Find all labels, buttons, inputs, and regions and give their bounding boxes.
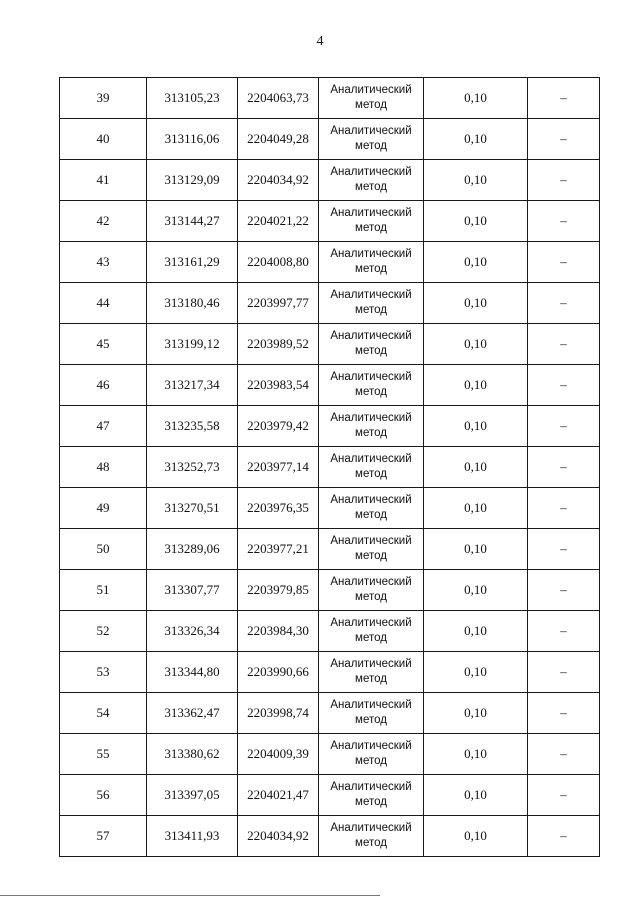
- point-number-cell: 51: [60, 570, 147, 611]
- method-cell: [319, 611, 424, 652]
- accuracy-cell: 0,10: [424, 652, 528, 693]
- accuracy-cell: 0,10: [424, 201, 528, 242]
- method-cell: [319, 201, 424, 242]
- y-coordinate-cell: 2203997,77: [238, 283, 319, 324]
- point-number-cell: 56: [60, 775, 147, 816]
- note-cell: –: [528, 488, 600, 529]
- point-number-cell: 39: [60, 78, 147, 119]
- table-row: [60, 611, 600, 652]
- accuracy-cell: 0,10: [424, 570, 528, 611]
- method-cell: [319, 119, 424, 160]
- table-row: [60, 734, 600, 775]
- method-line-2: метод: [355, 345, 387, 357]
- note-cell: –: [528, 160, 600, 201]
- y-coordinate-cell: 2203979,85: [238, 570, 319, 611]
- note-cell: –: [528, 78, 600, 119]
- note-cell: –: [528, 570, 600, 611]
- note-cell: –: [528, 324, 600, 365]
- table-row: [60, 365, 600, 406]
- method-cell: [319, 78, 424, 119]
- point-number-cell: 53: [60, 652, 147, 693]
- point-number-cell: 43: [60, 242, 147, 283]
- method-cell: [319, 488, 424, 529]
- method-line-1: Аналитический: [330, 166, 412, 178]
- method-line-1: Аналитический: [330, 576, 412, 588]
- point-number-cell: 44: [60, 283, 147, 324]
- x-coordinate-cell: 313326,34: [147, 611, 238, 652]
- method-line-2: метод: [355, 755, 387, 767]
- x-coordinate-cell: 313116,06: [147, 119, 238, 160]
- y-coordinate-cell: 2204063,73: [238, 78, 319, 119]
- method-line-2: метод: [355, 509, 387, 521]
- method-cell: [319, 652, 424, 693]
- method-cell: [319, 570, 424, 611]
- x-coordinate-cell: 313199,12: [147, 324, 238, 365]
- table-row: [60, 570, 600, 611]
- point-number-cell: 52: [60, 611, 147, 652]
- table-row: [60, 201, 600, 242]
- method-line-1: Аналитический: [330, 822, 412, 834]
- point-number-cell: 54: [60, 693, 147, 734]
- y-coordinate-cell: 2203989,52: [238, 324, 319, 365]
- x-coordinate-cell: 313161,29: [147, 242, 238, 283]
- accuracy-cell: 0,10: [424, 324, 528, 365]
- x-coordinate-cell: 313217,34: [147, 365, 238, 406]
- method-line-1: Аналитический: [330, 289, 412, 301]
- method-line-1: Аналитический: [330, 330, 412, 342]
- accuracy-cell: 0,10: [424, 611, 528, 652]
- note-cell: –: [528, 201, 600, 242]
- method-line-2: метод: [355, 222, 387, 234]
- method-cell: [319, 283, 424, 324]
- x-coordinate-cell: 313144,27: [147, 201, 238, 242]
- point-number-cell: 55: [60, 734, 147, 775]
- y-coordinate-cell: 2203998,74: [238, 693, 319, 734]
- method-line-1: Аналитический: [330, 535, 412, 547]
- method-line-1: Аналитический: [330, 453, 412, 465]
- method-line-1: Аналитический: [330, 125, 412, 137]
- table-row: [60, 283, 600, 324]
- y-coordinate-cell: 2204009,39: [238, 734, 319, 775]
- x-coordinate-cell: 313307,77: [147, 570, 238, 611]
- x-coordinate-cell: 313289,06: [147, 529, 238, 570]
- method-line-2: метод: [355, 550, 387, 562]
- table-row: [60, 242, 600, 283]
- accuracy-cell: 0,10: [424, 119, 528, 160]
- method-line-2: метод: [355, 796, 387, 808]
- coordinates-table-body: [60, 78, 600, 857]
- scan-edge-line: [0, 895, 380, 896]
- method-line-1: Аналитический: [330, 371, 412, 383]
- method-line-2: метод: [355, 304, 387, 316]
- y-coordinate-cell: 2203976,35: [238, 488, 319, 529]
- table-row: [60, 816, 600, 857]
- coordinates-table: [59, 77, 600, 857]
- point-number-cell: 46: [60, 365, 147, 406]
- accuracy-cell: 0,10: [424, 447, 528, 488]
- table-row: [60, 488, 600, 529]
- method-line-1: Аналитический: [330, 617, 412, 629]
- method-line-1: Аналитический: [330, 207, 412, 219]
- y-coordinate-cell: 2204049,28: [238, 119, 319, 160]
- method-line-2: метод: [355, 140, 387, 152]
- method-line-2: метод: [355, 837, 387, 849]
- method-cell: [319, 242, 424, 283]
- table-row: [60, 775, 600, 816]
- accuracy-cell: 0,10: [424, 242, 528, 283]
- method-line-2: метод: [355, 181, 387, 193]
- x-coordinate-cell: 313105,23: [147, 78, 238, 119]
- y-coordinate-cell: 2204021,47: [238, 775, 319, 816]
- y-coordinate-cell: 2204021,22: [238, 201, 319, 242]
- accuracy-cell: 0,10: [424, 529, 528, 570]
- y-coordinate-cell: 2203983,54: [238, 365, 319, 406]
- table-row: [60, 78, 600, 119]
- accuracy-cell: 0,10: [424, 283, 528, 324]
- y-coordinate-cell: 2204008,80: [238, 242, 319, 283]
- x-coordinate-cell: 313397,05: [147, 775, 238, 816]
- point-number-cell: 49: [60, 488, 147, 529]
- point-number-cell: 48: [60, 447, 147, 488]
- accuracy-cell: 0,10: [424, 365, 528, 406]
- accuracy-cell: 0,10: [424, 78, 528, 119]
- method-line-2: метод: [355, 632, 387, 644]
- note-cell: –: [528, 283, 600, 324]
- note-cell: –: [528, 447, 600, 488]
- y-coordinate-cell: 2203977,14: [238, 447, 319, 488]
- method-line-2: метод: [355, 673, 387, 685]
- y-coordinate-cell: 2203977,21: [238, 529, 319, 570]
- table-row: [60, 406, 600, 447]
- table-row: [60, 160, 600, 201]
- method-line-1: Аналитический: [330, 740, 412, 752]
- note-cell: –: [528, 611, 600, 652]
- point-number-cell: 50: [60, 529, 147, 570]
- note-cell: –: [528, 406, 600, 447]
- note-cell: –: [528, 816, 600, 857]
- x-coordinate-cell: 313180,46: [147, 283, 238, 324]
- method-cell: [319, 816, 424, 857]
- accuracy-cell: 0,10: [424, 693, 528, 734]
- x-coordinate-cell: 313252,73: [147, 447, 238, 488]
- note-cell: –: [528, 775, 600, 816]
- accuracy-cell: 0,10: [424, 160, 528, 201]
- method-cell: [319, 365, 424, 406]
- method-line-1: Аналитический: [330, 248, 412, 260]
- accuracy-cell: 0,10: [424, 488, 528, 529]
- method-cell: [319, 775, 424, 816]
- point-number-cell: 47: [60, 406, 147, 447]
- note-cell: –: [528, 652, 600, 693]
- table-row: [60, 693, 600, 734]
- method-cell: [319, 447, 424, 488]
- note-cell: –: [528, 693, 600, 734]
- point-number-cell: 45: [60, 324, 147, 365]
- method-line-1: Аналитический: [330, 84, 412, 96]
- method-line-1: Аналитический: [330, 494, 412, 506]
- x-coordinate-cell: 313362,47: [147, 693, 238, 734]
- method-line-2: метод: [355, 386, 387, 398]
- method-cell: [319, 160, 424, 201]
- x-coordinate-cell: 313270,51: [147, 488, 238, 529]
- method-line-1: Аналитический: [330, 658, 412, 670]
- accuracy-cell: 0,10: [424, 775, 528, 816]
- method-line-1: Аналитический: [330, 781, 412, 793]
- method-line-2: метод: [355, 468, 387, 480]
- x-coordinate-cell: 313344,80: [147, 652, 238, 693]
- y-coordinate-cell: 2203984,30: [238, 611, 319, 652]
- point-number-cell: 42: [60, 201, 147, 242]
- accuracy-cell: 0,10: [424, 406, 528, 447]
- x-coordinate-cell: 313380,62: [147, 734, 238, 775]
- method-line-2: метод: [355, 427, 387, 439]
- method-line-2: метод: [355, 263, 387, 275]
- y-coordinate-cell: 2203979,42: [238, 406, 319, 447]
- method-line-2: метод: [355, 99, 387, 111]
- method-cell: [319, 406, 424, 447]
- accuracy-cell: 0,10: [424, 734, 528, 775]
- table-row: [60, 324, 600, 365]
- note-cell: –: [528, 734, 600, 775]
- y-coordinate-cell: 2203990,66: [238, 652, 319, 693]
- method-cell: [319, 324, 424, 365]
- accuracy-cell: 0,10: [424, 816, 528, 857]
- point-number-cell: 40: [60, 119, 147, 160]
- method-line-1: Аналитический: [330, 699, 412, 711]
- method-cell: [319, 734, 424, 775]
- y-coordinate-cell: 2204034,92: [238, 160, 319, 201]
- note-cell: –: [528, 529, 600, 570]
- x-coordinate-cell: 313235,58: [147, 406, 238, 447]
- method-cell: [319, 529, 424, 570]
- y-coordinate-cell: 2204034,92: [238, 816, 319, 857]
- table-row: [60, 119, 600, 160]
- x-coordinate-cell: 313411,93: [147, 816, 238, 857]
- page-number: 4: [316, 34, 324, 49]
- point-number-cell: 57: [60, 816, 147, 857]
- method-line-2: метод: [355, 714, 387, 726]
- method-line-1: Аналитический: [330, 412, 412, 424]
- point-number-cell: 41: [60, 160, 147, 201]
- method-cell: [319, 693, 424, 734]
- table-row: [60, 652, 600, 693]
- note-cell: –: [528, 365, 600, 406]
- note-cell: –: [528, 242, 600, 283]
- table-row: [60, 529, 600, 570]
- x-coordinate-cell: 313129,09: [147, 160, 238, 201]
- note-cell: –: [528, 119, 600, 160]
- table-row: [60, 447, 600, 488]
- method-line-2: метод: [355, 591, 387, 603]
